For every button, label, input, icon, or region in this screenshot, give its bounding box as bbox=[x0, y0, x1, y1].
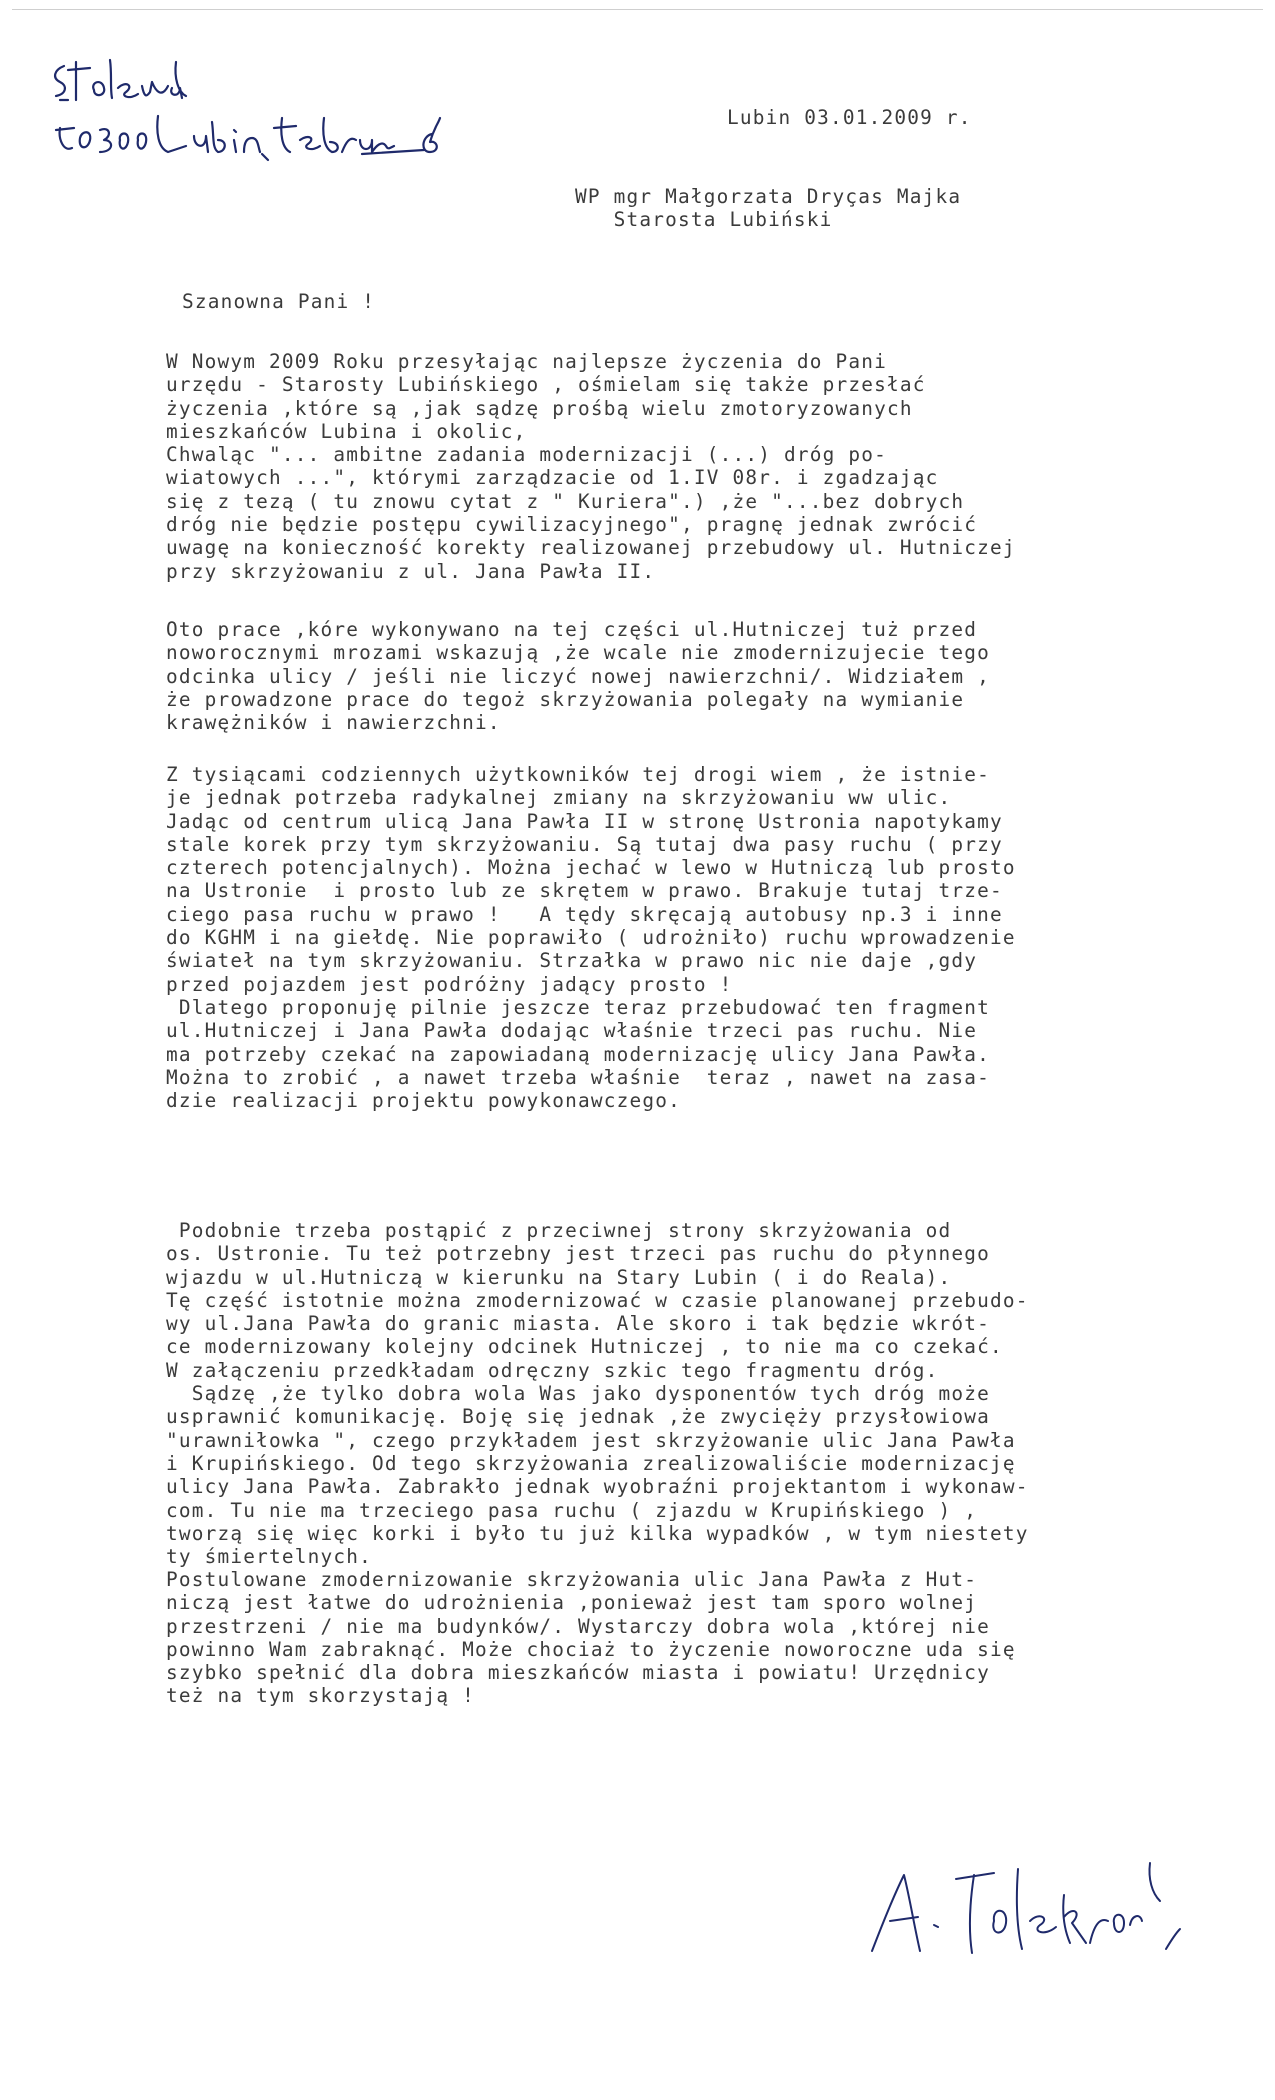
recipient-name: WP mgr Małgorzata Dryças Majka bbox=[575, 185, 962, 208]
handwritten-sender-address bbox=[46, 56, 446, 166]
letter-date: Lubin 03.01.2009 r. bbox=[727, 106, 972, 129]
top-edge-line bbox=[12, 9, 1263, 10]
recipient-title: Starosta Lubiński bbox=[575, 208, 833, 232]
paragraph-2: Oto prace ,kóre wykonywano na tej części ul.Hutniczej tuż przed noworocznymi mrozami wskazują ,że wcale nie zmodernizujecie tego odcinka ulicy / jeśli nie liczyć nowej nawierzchni/. Widziałem , że prowadzone prace do tegoż skrzyżowania polegały na wymianie krawężników i nawierzchni. bbox=[166, 618, 990, 735]
handwritten-signature bbox=[860, 1855, 1190, 1965]
paragraph-3: Z tysiącami codziennych użytkowników tej drogi wiem , że istnie- je jednak potrzeba radykalnej zmiany na skrzyżowaniu ww ulic. Jadąc od centrum ulicą Jana Pawła II w stronę Ustronia napotykamy stale korek przy tym skrzyżowaniu. Są tutaj dwa pasy ruchu ( przy czterech potencjalnych). Można jechać w lewo w Hutniczą lub prosto na Ustronie i prosto lub ze skrętem w prawo. Brakuje tutaj trze- ciego pasa ruchu w prawo ! A tędy skręcają autobusy np.3 i inne do KGHM i na giełdę. Nie poprawiło ( udrożniło) ruchu wprowadzenie świateł na tym skrzyżowaniu. Strzałka w prawo nic nie daje ,gdy przed pojazdem jest podróżny jadący prosto ! Dlatego proponuję pilnie jeszcze teraz przebudować ten fragment ul.Hutniczej i Jana Pawła dodając właśnie trzeci pas ruchu. Nie ma potrzeby czekać na zapowiadaną modernizację ulicy Jana Pawła. Można to zrobić , a nawet trzeba właśnie teraz , nawet na zasa- dzie realizacji projektu powykonawczego. bbox=[166, 763, 1016, 1113]
paragraph-1: W Nowym 2009 Roku przesyłając najlepsze życzenia do Pani urzędu - Starosty Lubińskiego , ośmielam się także przesłać życzenia ,które są ,jak sądzę prośbą wielu zmotoryzowanych mieszkańców Lubina i okolic, Chwaląc "... ambitne zadania modernizacji (...) dróg po- wiatowych ...", którymi zarządzacie od 1.IV 08r. i zgadzając się z tezą ( tu znowu cytat z " Kuriera".) ,że "...bez dobrych dróg nie będzie postępu cywilizacyjnego", pragnę jednak zwrócić uwagę na konieczność korekty realizowanej przebudowy ul. Hutniczej przy skrzyżowaniu z ul. Jana Pawła II. bbox=[166, 350, 1016, 583]
paragraph-5: Postulowane zmodernizowanie skrzyżowania ulic Jana Pawła z Hut- niczą jest łatwe do udrożnienia ,ponieważ jest tam sporo wolnej przestrzeni / nie ma budynków/. Wystarczy dobra wola ,której nie powinno Wam zabraknąć. Może chociaż to życzenie noworoczne uda się szybko spełnić dla dobra mieszkańców miasta i powiatu! Urzędnicy też na tym skorzystają ! bbox=[166, 1568, 1016, 1708]
recipient-address bbox=[575, 185, 961, 232]
paragraph-4: Podobnie trzeba postąpić z przeciwnej strony skrzyżowania od os. Ustronie. Tu też potrzebny jest trzeci pas ruchu do płynnego wjazdu w ul.Hutniczą w kierunku na Stary Lubin ( i do Reala). Tę część istotnie można zmodernizować w czasie planowanej przebudo- wy ul.Jana Pawła do granic miasta. Ale skoro i tak będzie wkrót- ce modernizowany kolejny odcinek Hutniczej , to nie ma co czekać. W załączeniu przedkładam odręczny szkic tego fragmentu dróg. Sądzę ,że tylko dobra wola Was jako dysponentów tych dróg może usprawnić komunikację. Boję się jednak ,że zwycięży przysłowiowa "urawniłowka ", czego przykładem jest skrzyżowanie ulic Jana Pawła i Krupińskiego. Od tego skrzyżowania zrealizowaliście modernizację ulicy Jana Pawła. Zabrakło jednak wyobraźni projektantom i wykonaw- com. Tu nie ma trzeciego pasa ruchu ( zjazdu w Krupińskiego ) , tworzą się więc korki i było tu już kilka wypadków , w tym niestety ty śmiertelnych. bbox=[166, 1219, 1029, 1569]
greeting: Szanowna Pani ! bbox=[182, 290, 376, 313]
